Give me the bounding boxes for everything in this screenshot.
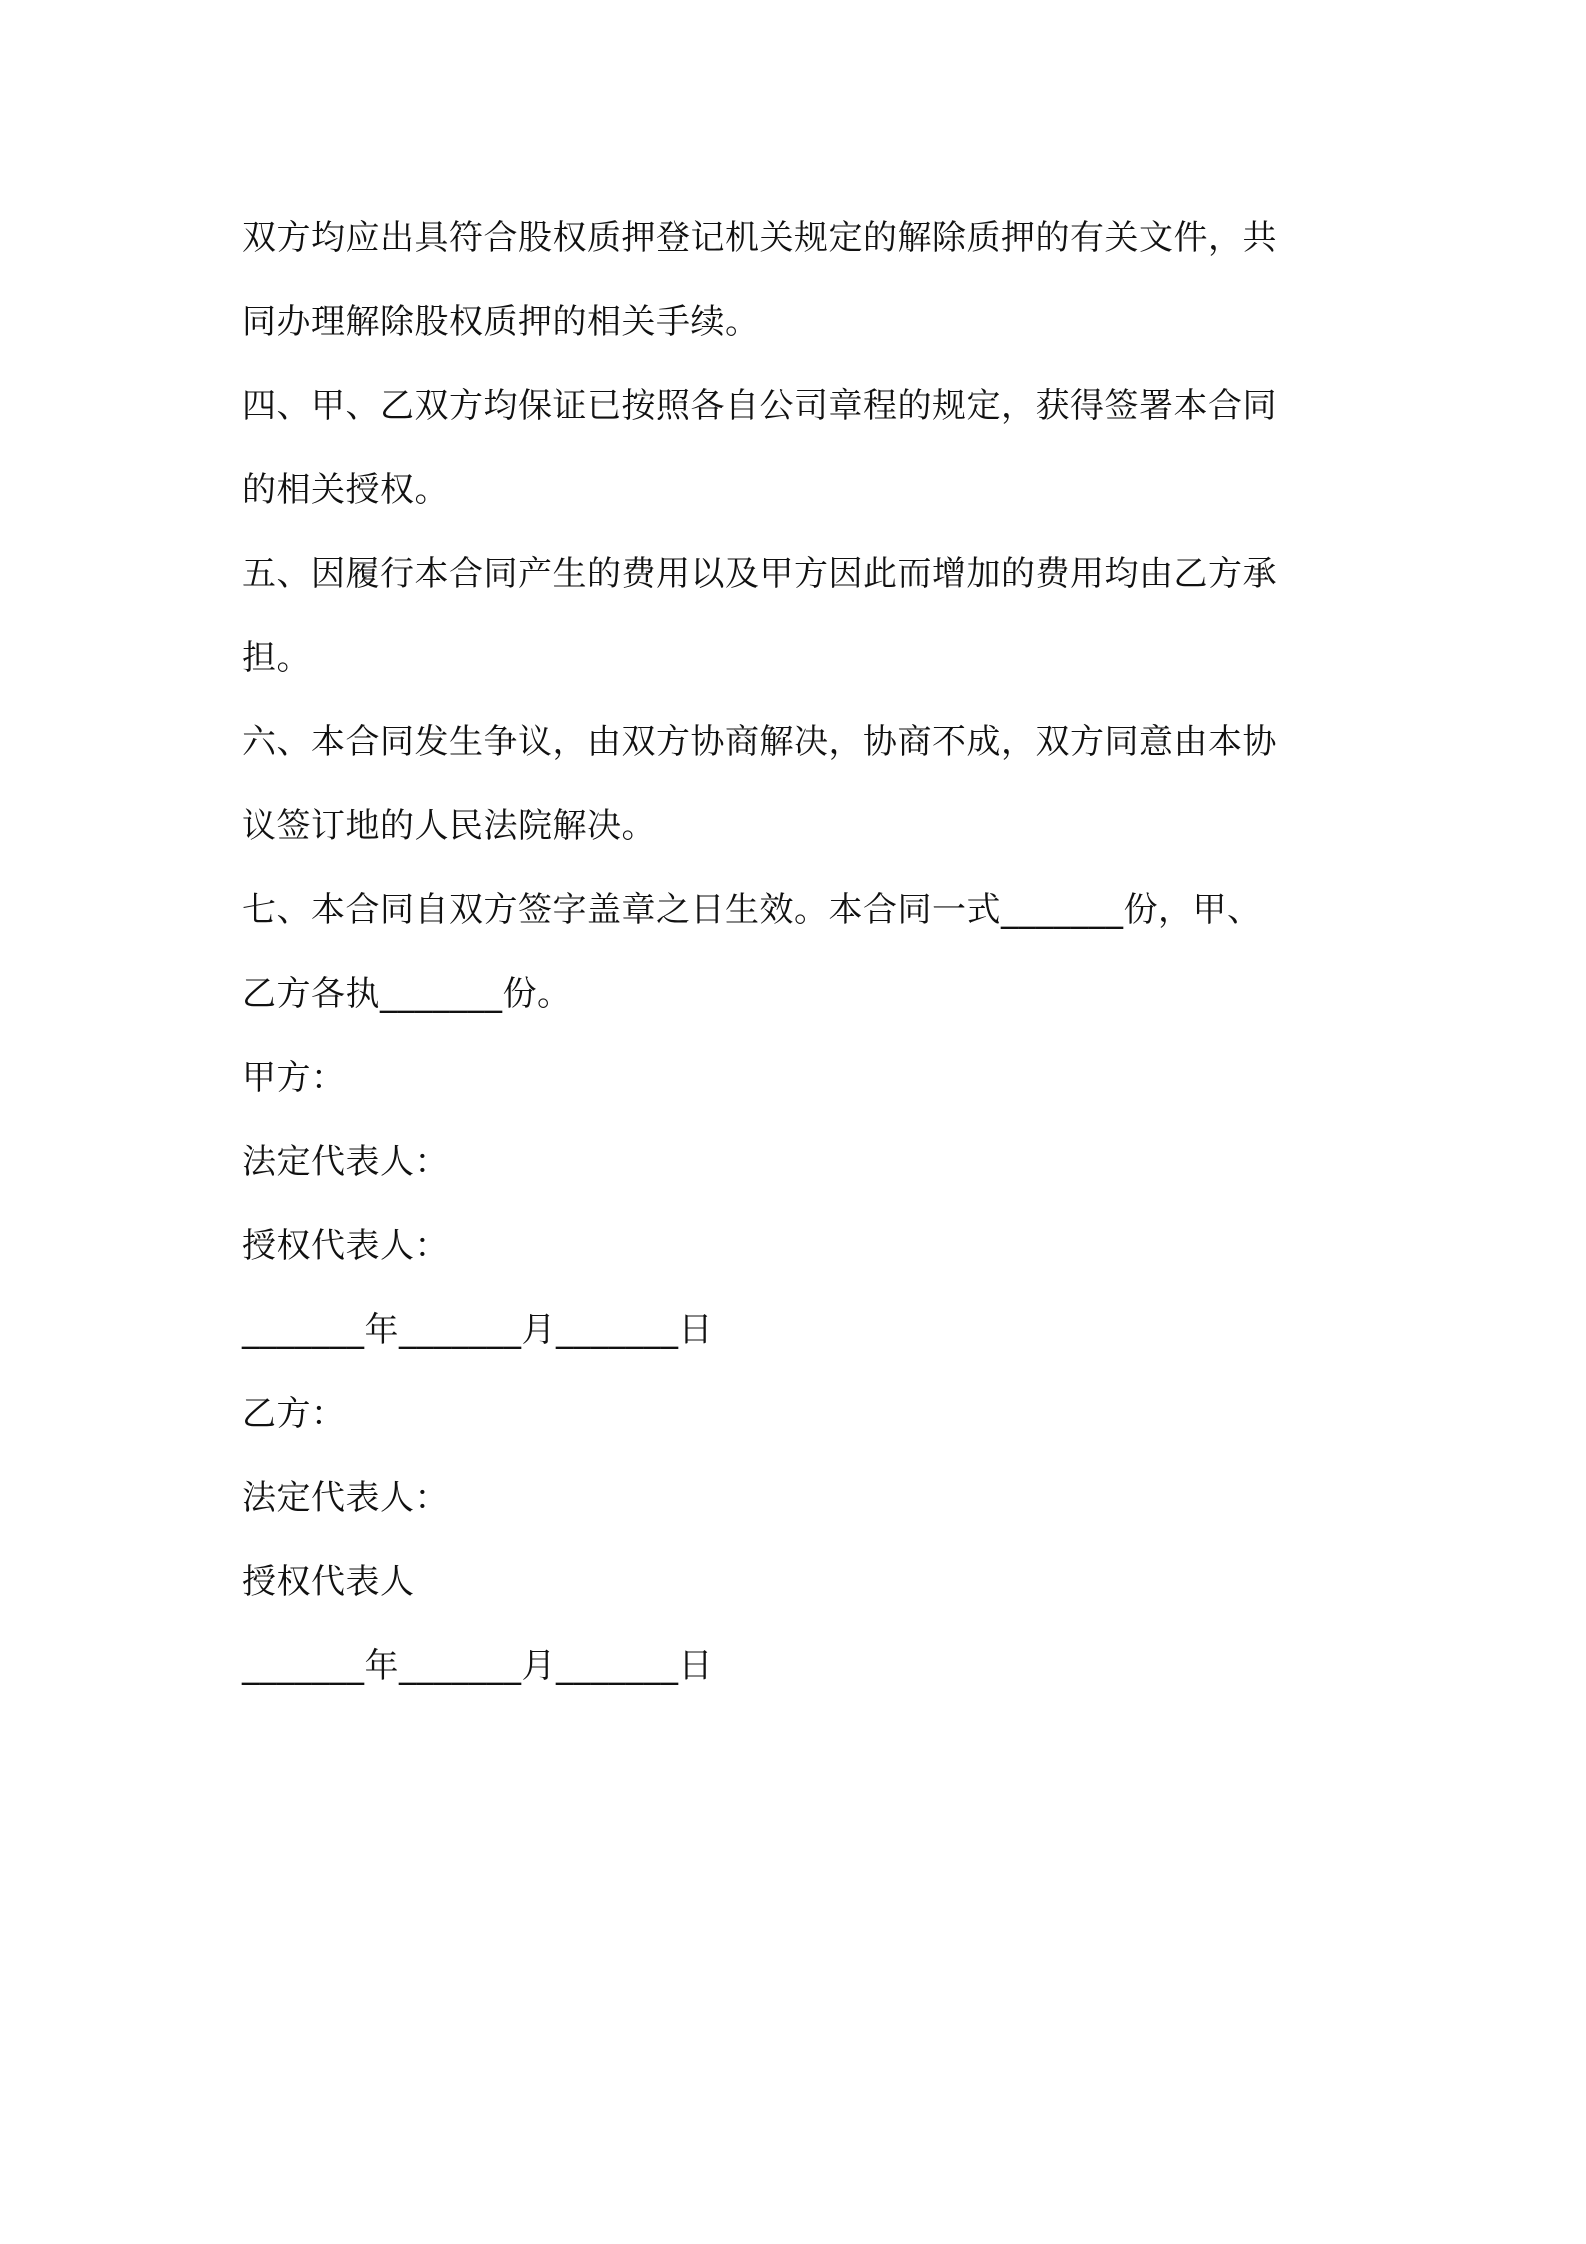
clause-4-line-2: 的相关授权。 [242,470,449,510]
clause-3-line-1: 双方均应出具符合股权质押登记机关规定的解除质押的有关文件，共 [242,218,1277,258]
party-a-legal-representative: 法定代表人： [242,1142,449,1182]
clause-6-line-2: 议签订地的人民法院解决。 [242,806,656,846]
clause-6-line-1: 六、本合同发生争议，由双方协商解决，协商不成，双方同意由本协 [242,722,1277,762]
clause-3-line-2: 同办理解除股权质押的相关手续。 [242,302,760,342]
clause-4-line-1: 四、甲、乙双方均保证已按照各自公司章程的规定，获得签署本合同 [242,386,1277,426]
party-b-legal-representative: 法定代表人： [242,1478,449,1518]
party-b-date: _______年_______月_______日 [242,1646,713,1686]
contract-body [242,196,1362,1708]
clause-7-line-1: 七、本合同自双方签字盖章之日生效。本合同一式_______份，甲、 [242,890,1262,930]
clause-5-line-1: 五、因履行本合同产生的费用以及甲方因此而增加的费用均由乙方承 [242,554,1277,594]
party-a-label: 甲方： [242,1058,346,1098]
party-b-authorized-representative: 授权代表人 [242,1562,415,1602]
clause-7-line-2: 乙方各执_______份。 [242,974,572,1014]
party-b-label: 乙方： [242,1394,346,1434]
party-a-authorized-representative: 授权代表人： [242,1226,449,1266]
clause-5-line-2: 担。 [242,638,311,678]
party-a-date: _______年_______月_______日 [242,1310,713,1350]
